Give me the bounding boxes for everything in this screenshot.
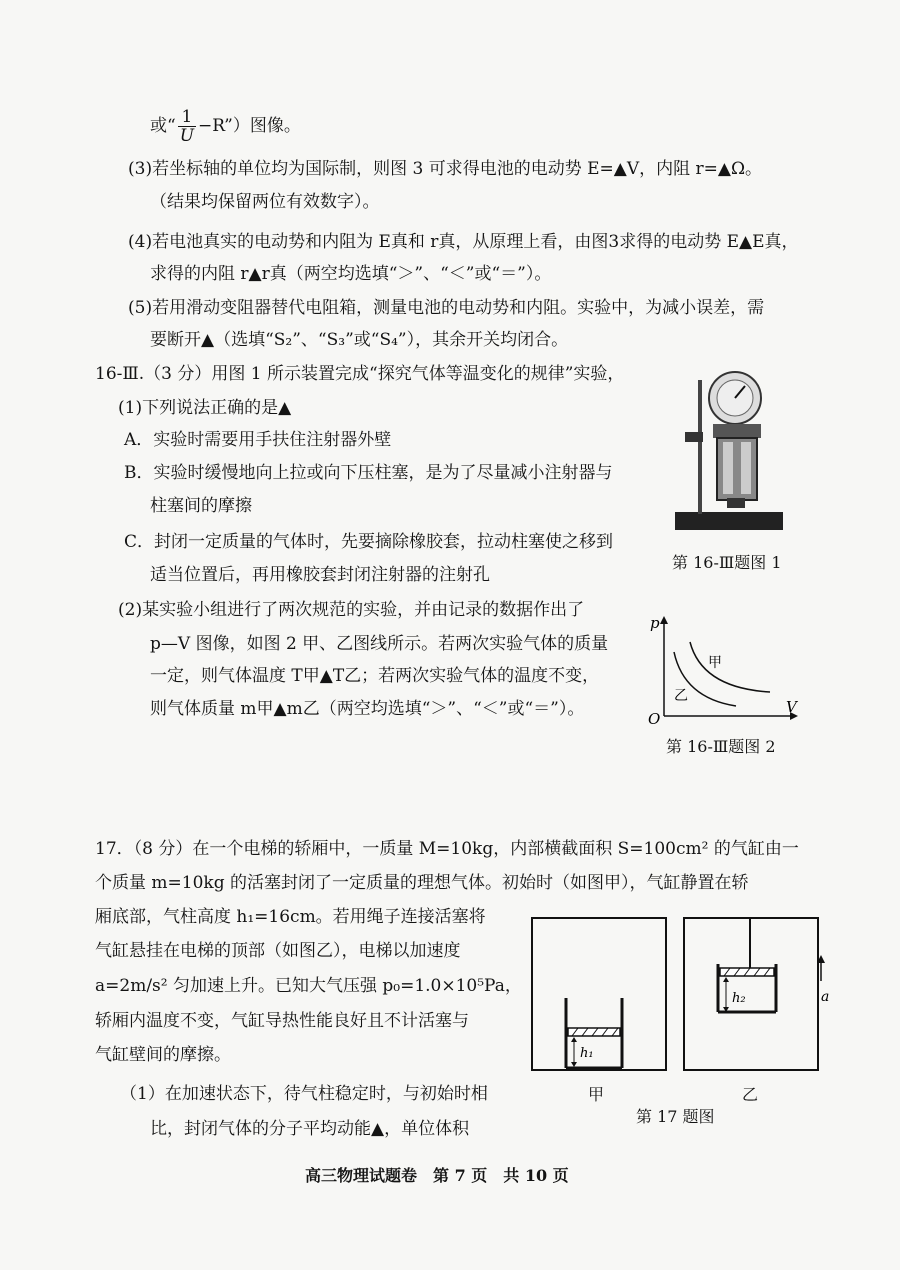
page-footer: 高三物理试题卷 第 7 页 共 10 页: [305, 1166, 569, 1185]
fig17-caption: 第 17 题图: [636, 1107, 715, 1126]
q16-option-c-line1: C．封闭一定质量的气体时，先要摘除橡胶套，拉动柱塞使之移到: [124, 532, 614, 552]
q16-option-a: A．实验时需要用手扶住注射器外壁: [124, 430, 392, 450]
top-line-prefix: 或“: [150, 116, 176, 136]
q17-line8: （1）在加速状态下，待气柱稳定时，与初始时相: [120, 1084, 488, 1104]
fig17-label-jia: 甲: [588, 1085, 605, 1104]
curve-jia-label: 甲: [708, 655, 722, 671]
curve-yi-label: 乙: [674, 688, 688, 704]
q16-option-b-line1: B．实验时缓慢地向上拉或向下压柱塞，是为了尽量减小注射器与: [124, 463, 613, 483]
fraction: [178, 108, 196, 145]
fraction-denominator: U: [179, 126, 195, 146]
q16-sub2-line3: 一定，则气体温度 T甲▲T乙；若两次实验气体的温度不变，: [150, 666, 600, 686]
h1-label: h₁: [580, 1046, 594, 1061]
p-axis-label: p: [650, 614, 660, 632]
top-line: [150, 108, 301, 145]
q17-line1: 17．（8 分）在一个电梯的轿厢中，一质量 M=10kg，内部横截面积 S=100cm² 的气缸由一: [95, 839, 799, 859]
v-axis-label: V: [786, 698, 797, 716]
q16-sub2-line2: p—V 图像，如图 2 甲、乙图线所示。若两次实验气体的质量: [150, 634, 609, 654]
q17-line9: 比，封闭气体的分子平均动能▲，单位体积: [150, 1119, 470, 1139]
piston-jia: [568, 1028, 620, 1036]
q5-line2: 要断开▲（选填“S₂”、“S₃”或“S₄”），其余开关均闭合。: [150, 330, 569, 350]
q17-line4: 气缸悬挂在电梯的顶部（如图乙），电梯以加速度: [95, 941, 461, 961]
fig1-caption: 第 16-Ⅲ题图 1: [672, 553, 782, 572]
q3-line2: （结果均保留两位有效数字）。: [150, 192, 380, 212]
q16-sub2-line1: (2)某实验小组进行了两次规范的实验，并由记录的数据作出了: [118, 600, 585, 620]
fraction-numerator: 1: [178, 108, 196, 127]
q16-sub2-line4: 则气体质量 m甲▲m乙（两空均选填“＞”、“＜”或“＝”）。: [150, 699, 585, 719]
elevator-cylinder-figure: [530, 910, 830, 1080]
q16-title: 16-Ⅲ.（3 分）用图 1 所示装置完成“探究气体等温变化的规律”实验，: [95, 364, 625, 384]
q4-line2: 求得的内阻 r▲r真（两空均选填“＞”、“＜”或“＝”）。: [150, 264, 552, 284]
q5-line1: (5)若用滑动变阻器替代电阻箱，测量电池的电动势和内阻。实验中，为减小误差，需: [128, 298, 765, 318]
q16-option-c-line2: 适当位置后，再用橡胶套封闭注射器的注射孔: [150, 565, 490, 585]
q17-line6: 轿厢内温度不变，气缸导热性能良好且不计活塞与: [95, 1011, 469, 1031]
top-line-suffix: −R”）图像。: [198, 116, 301, 136]
q17-line7: 气缸壁间的摩擦。: [95, 1045, 231, 1065]
q4-line1: (4)若电池真实的电动势和内阻为 E真和 r真，从原理上看，由图3求得的电动势 E▲E真，: [128, 232, 799, 252]
fig17-label-yi: 乙: [742, 1085, 759, 1104]
q17-line5: a=2m/s² 匀加速上升。已知大气压强 p₀=1.0×10⁵Pa，: [95, 976, 522, 996]
h2-label: h₂: [732, 991, 746, 1006]
syringe-apparatus-figure: [665, 370, 795, 535]
elevator-box-jia: [532, 918, 666, 1070]
origin-label: O: [648, 710, 661, 728]
pv-graph-figure: [640, 612, 800, 730]
q17-line2: 个质量 m=10kg 的活塞封闭了一定质量的理想气体。初始时（如图甲），气缸静置在轿: [95, 873, 749, 893]
q3-line1: (3)若坐标轴的单位均为国际制，则图 3 可求得电池的电动势 E=▲V，内阻 r=▲Ω。: [128, 159, 763, 179]
q16-option-b-line2: 柱塞间的摩擦: [150, 496, 252, 516]
q16-sub1: (1)下列说法正确的是▲: [118, 398, 292, 418]
curve-jia: [690, 642, 770, 692]
acceleration-arrow-icon: [815, 955, 839, 1005]
q17-line3: 厢底部，气柱高度 h₁=16cm。若用绳子连接活塞将: [95, 907, 486, 927]
fig2-caption: 第 16-Ⅲ题图 2: [666, 737, 776, 756]
accel-label: a: [821, 989, 830, 1005]
